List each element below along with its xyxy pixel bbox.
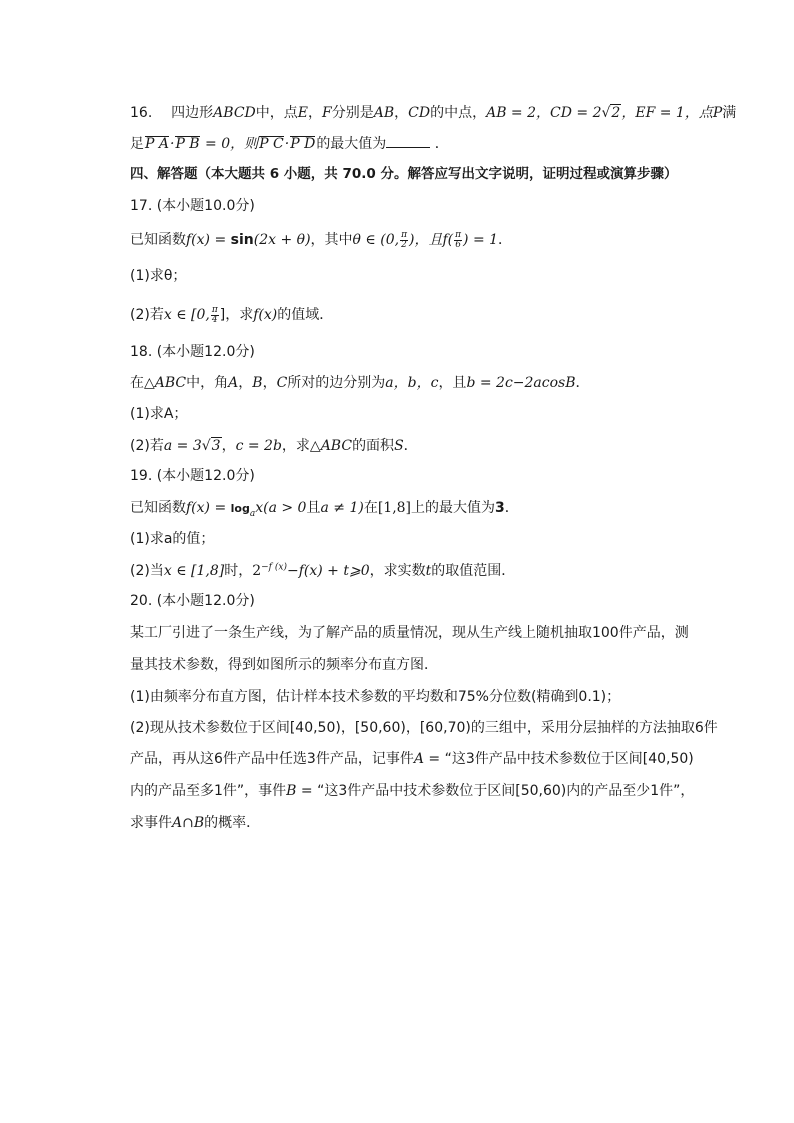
section-4-title: 四、解答题（本大题共 6 小题，共 70.0 分。解答应写出文字说明，证明过程或演算步骤） [130, 166, 678, 182]
math: θ ∈ (0, [352, 232, 400, 248]
q16-line-2 [130, 133, 710, 153]
q19-part-1: (1)求a的值； [130, 531, 215, 547]
text: ． [504, 500, 519, 516]
text: 的最大值为 [316, 136, 387, 152]
text: ]，求 [219, 307, 254, 323]
math: B [286, 783, 297, 799]
math: 2 [252, 563, 262, 579]
q16-line-1 [130, 103, 737, 123]
fraction [400, 231, 408, 250]
q17-header: 17. (本小题10.0分) [130, 198, 255, 214]
q20-part-2-line-3 [130, 781, 710, 801]
q19-part-2 [130, 561, 710, 581]
vector-pb: P B [175, 136, 200, 152]
sqrt-symbol: √2 [601, 105, 621, 121]
text: = “这3件产品中技术参数位于区间[40,50) [423, 751, 694, 767]
text: 的概率． [204, 815, 261, 831]
text: 时， [224, 563, 253, 579]
math: [1,8] [377, 500, 412, 516]
text: 分别是 [331, 105, 374, 121]
q19-header: 19. (本小题12.0分) [130, 468, 255, 484]
math: f(x) [253, 307, 278, 323]
math: A [228, 375, 239, 391]
text: 已知函数 [130, 500, 186, 516]
text: ． [498, 232, 513, 248]
q18-part-2 [130, 436, 710, 456]
text: 中，角 [186, 375, 229, 391]
vector-pc: P C [259, 136, 284, 152]
q19-line-1 [130, 498, 710, 518]
math: t [425, 563, 432, 579]
text: = “这3件产品中技术参数位于区间[50,60)内的产品至少1件”， [296, 783, 695, 799]
math: △ABC [309, 438, 353, 454]
text: ，且 [438, 375, 467, 391]
math: b = 2c−2acosB [466, 375, 576, 391]
q18-line-1 [130, 373, 710, 393]
q20-part-1: (1)由频率分布直方图，估计样本技术参数的平均数和75%分位数(精确到0.1)； [130, 689, 621, 705]
math: ，EF = 1，点 [621, 105, 713, 121]
math: )，且 [408, 232, 443, 248]
math: E [297, 105, 309, 121]
math: a，b，c [385, 375, 439, 391]
math: f(x) = [186, 500, 231, 516]
math: x(a > 0 [255, 500, 307, 516]
text: 求事件 [130, 815, 172, 831]
text: 且 [306, 500, 321, 516]
q18-part-1: (1)求A； [130, 406, 188, 422]
math: A∩B [172, 815, 205, 831]
math: AB [373, 105, 395, 121]
denominator: 6 [455, 239, 461, 250]
text: ， [394, 105, 409, 121]
math: (2x + θ) [253, 232, 311, 248]
q20-line-1: 某工厂引进了一条生产线，为了解产品的质量情况，现从生产线上随机抽取100件产品，测 [130, 625, 689, 641]
answer-blank [386, 133, 430, 148]
math: ) = 1 [463, 232, 499, 248]
math: x ∈ [0, [163, 307, 210, 323]
q17-line-1 [130, 230, 710, 250]
math: x ∈ [1,8] [163, 563, 225, 579]
text: 内的产品至多1件”，事件 [130, 783, 287, 799]
text: 的面积 [352, 438, 395, 454]
text: ，求 [281, 438, 310, 454]
text: ． [434, 136, 449, 152]
log: log [230, 502, 250, 515]
text: ． [403, 438, 418, 454]
math: B [252, 375, 263, 391]
text: 的值域． [277, 307, 334, 323]
numerator: π [455, 229, 462, 240]
text: 所对的边分别为 [287, 375, 386, 391]
fraction [211, 306, 219, 325]
text: 已知函数 [130, 232, 186, 248]
text: 的取值范围． [431, 563, 516, 579]
text: 满 [722, 105, 737, 121]
text: 产品，再从这6件产品中任选3件产品，记事件 [130, 751, 414, 767]
vector-pa: P A [145, 136, 169, 152]
vector-pd: P D [290, 136, 316, 152]
q17-part-1: (1)求θ； [130, 268, 187, 284]
number: 3 [495, 500, 505, 516]
math: · [169, 136, 175, 152]
fraction [454, 231, 462, 250]
math: = 0，则 [200, 136, 259, 152]
text: ，求实数 [369, 563, 426, 579]
math: f( [442, 232, 454, 248]
text: ． [575, 375, 590, 391]
math: S [394, 438, 404, 454]
text: 足 [130, 136, 144, 152]
q20-part-2-line-2 [130, 749, 710, 769]
math: a ≠ 1) [320, 500, 364, 516]
math: CD [408, 105, 431, 121]
math: AB = 2， [486, 105, 551, 121]
question-number: 16. [130, 105, 153, 121]
numerator: π [211, 304, 218, 315]
text: 的中点， [430, 105, 487, 121]
math: · [284, 136, 290, 152]
exponent: −f (x) [261, 562, 287, 573]
q20-part-2-line-4 [130, 813, 710, 833]
sin: sin [230, 232, 254, 248]
math: f(x) = [186, 232, 231, 248]
math: A [413, 751, 424, 767]
text: 在 [130, 375, 144, 391]
q20-part-2-line-1: (2)现从技术参数位于区间[40,50)，[50,60)，[60,70)的三组中，采用分层抽样的方法抽取6件 [130, 720, 718, 736]
q17-part-2 [130, 305, 710, 325]
math: CD = 2 [550, 105, 602, 121]
sqrt-symbol: √3 [201, 438, 221, 454]
math: C [276, 375, 288, 391]
radicand: 2 [611, 105, 621, 121]
math: P [712, 105, 723, 121]
denominator: 4 [211, 314, 218, 325]
math: ABCD [213, 105, 256, 121]
text: 中，点 [255, 105, 298, 121]
math: F [322, 105, 332, 121]
text: 上的最大值为 [411, 500, 496, 516]
math: c = 2b [235, 438, 282, 454]
text: (2)若 [130, 438, 164, 454]
numerator: π [401, 229, 407, 240]
math: −f(x) + t⩾0 [286, 563, 370, 579]
text: ， [308, 105, 323, 121]
q20-line-2: 量其技术参数，得到如图所示的频率分布直方图． [130, 657, 438, 673]
math: a = 3 [163, 438, 202, 454]
text: (2)若 [130, 307, 164, 323]
text: (2)当 [130, 563, 164, 579]
text: 四边形 [171, 105, 214, 121]
text: ，其中 [310, 232, 353, 248]
text: ， [221, 438, 236, 454]
log-base: a [249, 508, 256, 519]
q20-header: 20. (本小题12.0分) [130, 593, 255, 609]
text: ， [262, 375, 277, 391]
radicand: 3 [211, 438, 221, 454]
denominator: 2 [401, 239, 407, 250]
text: 在 [363, 500, 378, 516]
text: ， [238, 375, 253, 391]
math: △ABC [144, 375, 187, 391]
q18-header: 18. (本小题12.0分) [130, 344, 255, 360]
